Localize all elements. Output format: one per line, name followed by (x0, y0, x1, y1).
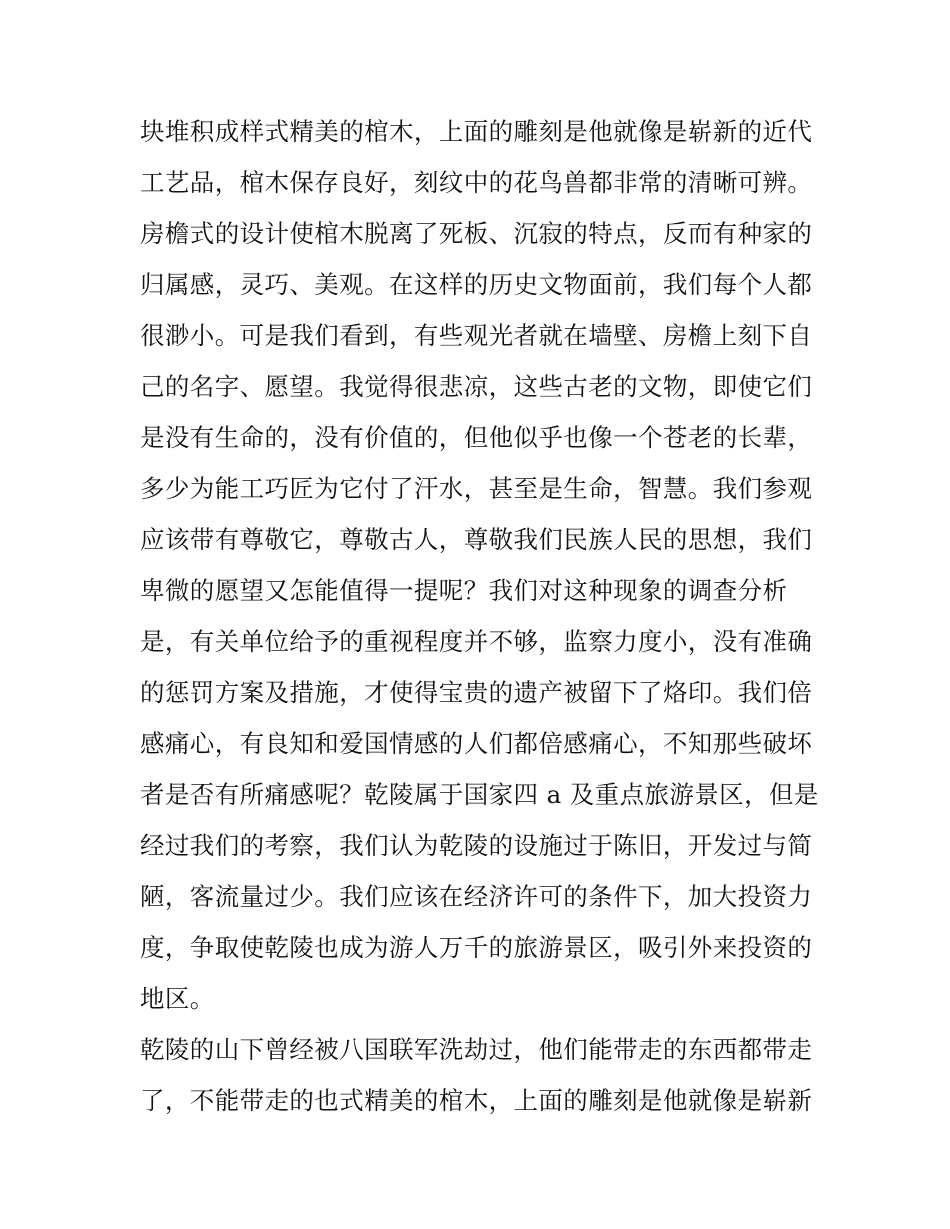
paragraph-2 (140, 1024, 820, 1126)
text-line: 度，争取使乾陵也成为游人万千的旅游景区，吸引外来投资的 (140, 933, 813, 962)
text-line: 多少为能工巧匠为它付了汗水，甚至是生命，智慧。我们参观 (140, 474, 813, 503)
text-line: 的惩罚方案及措施，才使得宝贵的遗产被留下了烙印。我们倍 (140, 678, 813, 707)
text-line: 是，有关单位给予的重视程度并不够，监察力度小，没有准确 (140, 627, 813, 656)
text-line: 了，不能带走的也式精美的棺木，上面的雕刻是他就像是崭新 (140, 1086, 813, 1115)
text-line: 应该带有尊敬它，尊敬古人，尊敬我们民族人民的思想，我们 (140, 525, 813, 554)
text-line: 归属感，灵巧、美观。在这样的历史文物面前，我们每个人都 (140, 270, 813, 299)
text-line: 工艺品，棺木保存良好，刻纹中的花鸟兽都非常的清晰可辨。 (140, 168, 813, 197)
text-line: 陋，客流量过少。我们应该在经济许可的条件下，加大投资力 (140, 882, 813, 911)
paragraph-1 (140, 106, 820, 1024)
text-line: 房檐式的设计使棺木脱离了死板、沉寂的特点，反而有种家的 (140, 219, 813, 248)
text-line: 己的名字、愿望。我觉得很悲凉，这些古老的文物，即使它们 (140, 372, 813, 401)
text-line: 感痛心，有良知和爱国情感的人们都倍感痛心，不知那些破坏 (140, 729, 813, 758)
text-line: 地区。 (140, 984, 215, 1013)
text-line: 者是否有所痛感呢？乾陵属于国家四 a 及重点旅游景区，但是 (140, 780, 819, 809)
text-line: 很渺小。可是我们看到，有些观光者就在墙壁、房檐上刻下自 (140, 321, 813, 350)
text-line: 是没有生命的，没有价值的，但他似乎也像一个苍老的长辈， (140, 423, 813, 452)
text-line: 乾陵的山下曾经被八国联军洗劫过，他们能带走的东西都带走 (140, 1035, 813, 1064)
text-line: 卑微的愿望又怎能值得一提呢？我们对这种现象的调查分析 (140, 576, 788, 605)
text-line: 块堆积成样式精美的棺木，上面的雕刻是他就像是崭新的近代 (140, 117, 813, 146)
body-text (140, 106, 820, 1126)
text-line: 经过我们的考察，我们认为乾陵的设施过于陈旧，开发过与简 (140, 831, 813, 860)
